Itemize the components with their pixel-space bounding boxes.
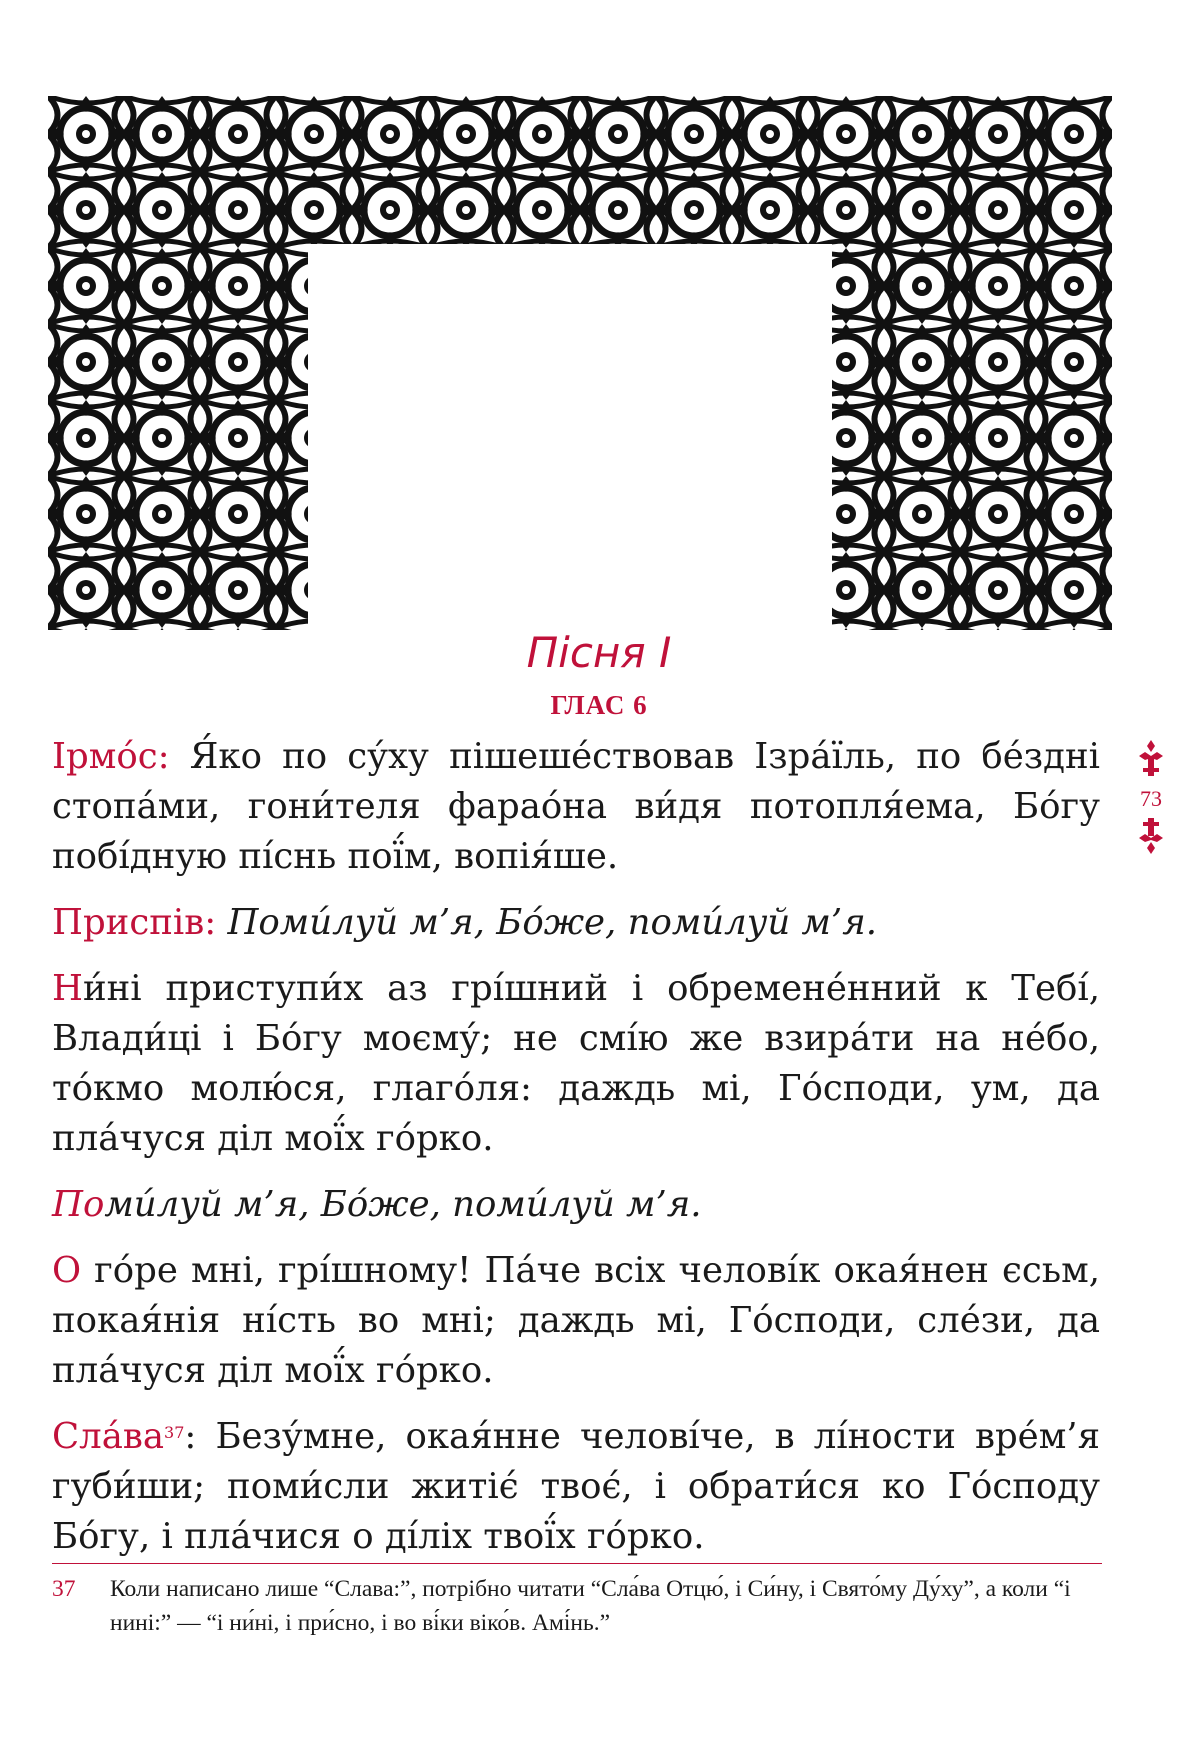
- footnote-number: 37: [52, 1576, 76, 1602]
- irmos-paragraph: [52, 732, 1100, 882]
- irmos-text: Я́ко по су́ху пішеше́ствовав Ізра́їль, по бе́здні стопа́ми, гони́теля фарао́на ви́дя потопля́ема, Бо́гу побі́дную пі́снь пої́м, вопія́ше.: [52, 736, 1100, 877]
- footnote: [52, 1572, 1102, 1640]
- cross-ornament-icon: [1133, 738, 1169, 778]
- refrain-2-paragraph: [52, 1180, 1100, 1230]
- ornament-right-column: [832, 244, 1112, 630]
- tone-heading: ГЛАС 6: [550, 690, 648, 720]
- refrain-paragraph: [52, 898, 1100, 948]
- main-text: [52, 732, 1100, 1578]
- glory-paragraph: [52, 1412, 1100, 1562]
- footnote-reference[interactable]: 37: [164, 1423, 185, 1442]
- verse-1-paragraph: [52, 964, 1100, 1164]
- irmos-label: Ірмо́с:: [52, 736, 170, 777]
- verse-2-text: го́ре мні, грі́шному! Па́че всіх челові́к окая́нен єсьм, покая́нія ні́сть во мні; даждь мі, Го́споди, сле́зи, да пла́чуся діл мої́х го́рко.: [52, 1250, 1100, 1391]
- refrain-label: Приспів:: [52, 902, 217, 943]
- footnote-text: Коли написано лише “Слава:”, потрібно читати “Сла́ва Отцю́, і Си́ну, і Свято́му Ду́ху”, а коли “і нині:” — “і ни́ні, і при́сно, і во ві́ки віко́в. Амі́нь.”: [110, 1576, 1071, 1636]
- glory-text: : Безу́мне, окая́нне челові́че, в лі́ности вре́м’я губи́ши; поми́сли житіє́ твоє́, і обрати́ся ко Го́споду Бо́гу, і пла́чися о ді́ліх твої́х го́рко.: [52, 1416, 1100, 1557]
- ornament-top-band: [48, 96, 1112, 244]
- page-number: 73: [1140, 786, 1162, 811]
- song-title: Пісня І: [526, 628, 672, 677]
- ornamental-frame: [48, 96, 1112, 630]
- verse-1-text: и́ні приступи́х аз грі́шний і обремене́нний к Тебі́, Влади́ці і Бо́гу моєму́; не смі́ю же взира́ти на не́бо, то́кмо молю́ся, глаго́ля: даждь мі, Го́споди, ум, да пла́чуся діл мої́х го́рко.: [52, 968, 1100, 1159]
- cross-ornament-icon: [1133, 816, 1169, 856]
- page-marker: [1128, 738, 1174, 860]
- refrain-text: Поми́луй м’я, Бо́же, поми́луй м’я.: [216, 902, 878, 943]
- glory-label: Сла́ва: [52, 1416, 165, 1457]
- refrain-2-text: ми́луй м’я, Бо́же, поми́луй м’я.: [104, 1184, 702, 1225]
- footnote-divider: [52, 1563, 1102, 1564]
- verse-1-initial: Н: [52, 968, 83, 1009]
- verse-2-paragraph: [52, 1246, 1100, 1396]
- ornament-left-column: [48, 244, 308, 630]
- refrain-2-initial: По: [52, 1184, 105, 1225]
- verse-2-initial: О: [52, 1250, 82, 1291]
